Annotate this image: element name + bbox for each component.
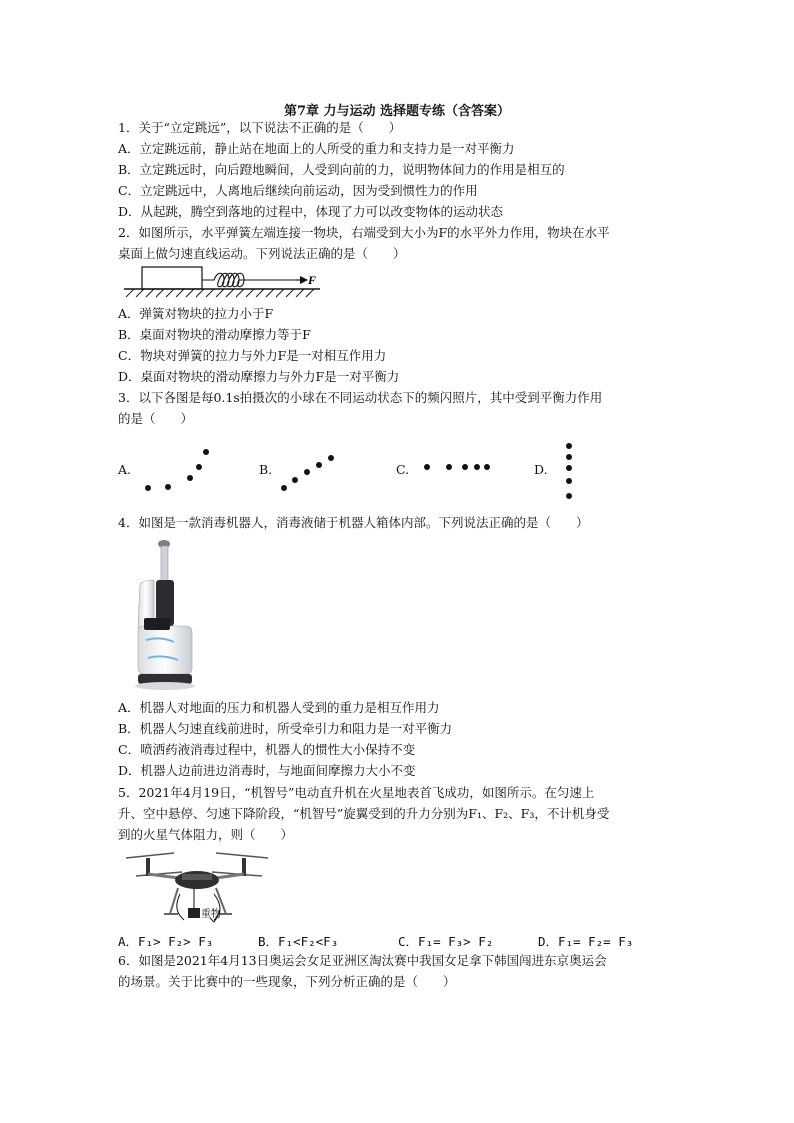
q3-dots-b (275, 445, 355, 495)
q4-option-c: C．喷洒药液消毒过程中，机器人的惯性大小保持不变 (118, 742, 416, 757)
q1-option-b: B．立定跳远时，向后蹬地瞬间，人受到向前的力，说明物体间力的作用是相互的 (118, 162, 565, 177)
q4-option-d: D．机器人边前进边消毒时，与地面间摩擦力大小不变 (118, 763, 416, 778)
q6-stem-line2: 的场景。关于比赛中的一些现象，下列分析正确的是（ ） (118, 974, 456, 989)
q5-stem-line2: 升、空中悬停、匀速下降阶段，“机智号”旋翼受到的升力分别为F₁、F₂、F₃，不计机身受 (118, 806, 610, 821)
drone-image (122, 850, 272, 925)
q3-option-d-label: D. (534, 462, 548, 477)
q3-stem-line2: 的是（ ） (118, 411, 194, 426)
q5-option-a: A．F₁> F₂> F₃ (118, 934, 214, 949)
q2-stem-line2: 桌面上做匀速直线运动。下列说法正确的是（ ） (118, 246, 406, 261)
spring-block-figure (124, 264, 324, 300)
force-label: F (308, 273, 317, 287)
q2-option-a: A．弹簧对物块的拉力小于F (118, 306, 274, 321)
q4-option-b: B．机器人匀速直线前进时，所受牵引力和阻力是一对平衡力 (118, 721, 453, 736)
q6-stem-line1: 6．如图是2021年4月13日奥运会女足亚洲区淘汰赛中我国女足拿下韩国闯进东京奥运会 (118, 953, 607, 968)
q5-option-d: D．F₁= F₂= F₃ (538, 934, 634, 949)
q3-option-b-label: B. (259, 462, 273, 477)
q5-stem-line1: 5．2021年4月19日，“机智号”电动直升机在火星地表首飞成功，如图所示。在匀速上 (118, 785, 595, 800)
table-hatching (126, 289, 314, 297)
page-title: 第7章 力与运动 选择题专练（含答案） (283, 104, 511, 119)
q3-option-a-label: A. (118, 462, 132, 477)
q3-stem-line1: 3．以下各图是每0.1s拍摄次的小球在不同运动状态下的频闪照片，其中受到平衡力作用 (118, 390, 603, 405)
q1-option-a: A．立定跳远前，静止站在地面上的人所受的重力和支持力是一对平衡力 (118, 141, 515, 156)
q3-dots-d (559, 440, 579, 502)
q5-option-c: C．F₁= F₃> F₂ (398, 934, 494, 949)
q1-option-d: D．从起跳，腾空到落地的过程中，体现了力可以改变物体的运动状态 (118, 204, 504, 219)
weight-label: 重物 (201, 909, 221, 920)
q5-stem-line3: 到的火星气体阻力，则（ ） (118, 827, 294, 842)
q4-option-a: A．机器人对地面的压力和机器人受到的重力是相互作用力 (118, 700, 440, 715)
q3-option-c-label: C. (396, 462, 410, 477)
q5-option-b: B．F₁<F₂<F₃ (258, 934, 339, 949)
force-arrowhead (300, 276, 308, 284)
q1-option-c: C．立定跳远中，人离地后继续向前运动，因为受到惯性力的作用 (118, 183, 478, 198)
q2-option-b: B．桌面对物块的滑动摩擦力等于F (118, 327, 311, 342)
q4-stem: 4．如图是一款消毒机器人，消毒液储于机器人箱体内部。下列说法正确的是（ ） (118, 515, 589, 530)
q2-stem-line1: 2．如图所示，水平弹簧左端连接一物块，右端受到大小为F的水平外力作用，物块在水平 (118, 225, 610, 240)
block (142, 267, 202, 289)
q2-option-c: C．物块对弹簧的拉力与外力F是一对相互作用力 (118, 348, 387, 363)
q2-option-d: D．桌面对物块的滑动摩擦力与外力F是一对平衡力 (118, 369, 400, 384)
spring (202, 273, 296, 287)
q1-stem: 1．关于“立定跳远”，以下说法不正确的是（ ） (118, 120, 402, 135)
q3-dots-a (140, 445, 220, 495)
q3-dots-c (418, 457, 498, 477)
disinfection-robot-image (130, 540, 200, 692)
